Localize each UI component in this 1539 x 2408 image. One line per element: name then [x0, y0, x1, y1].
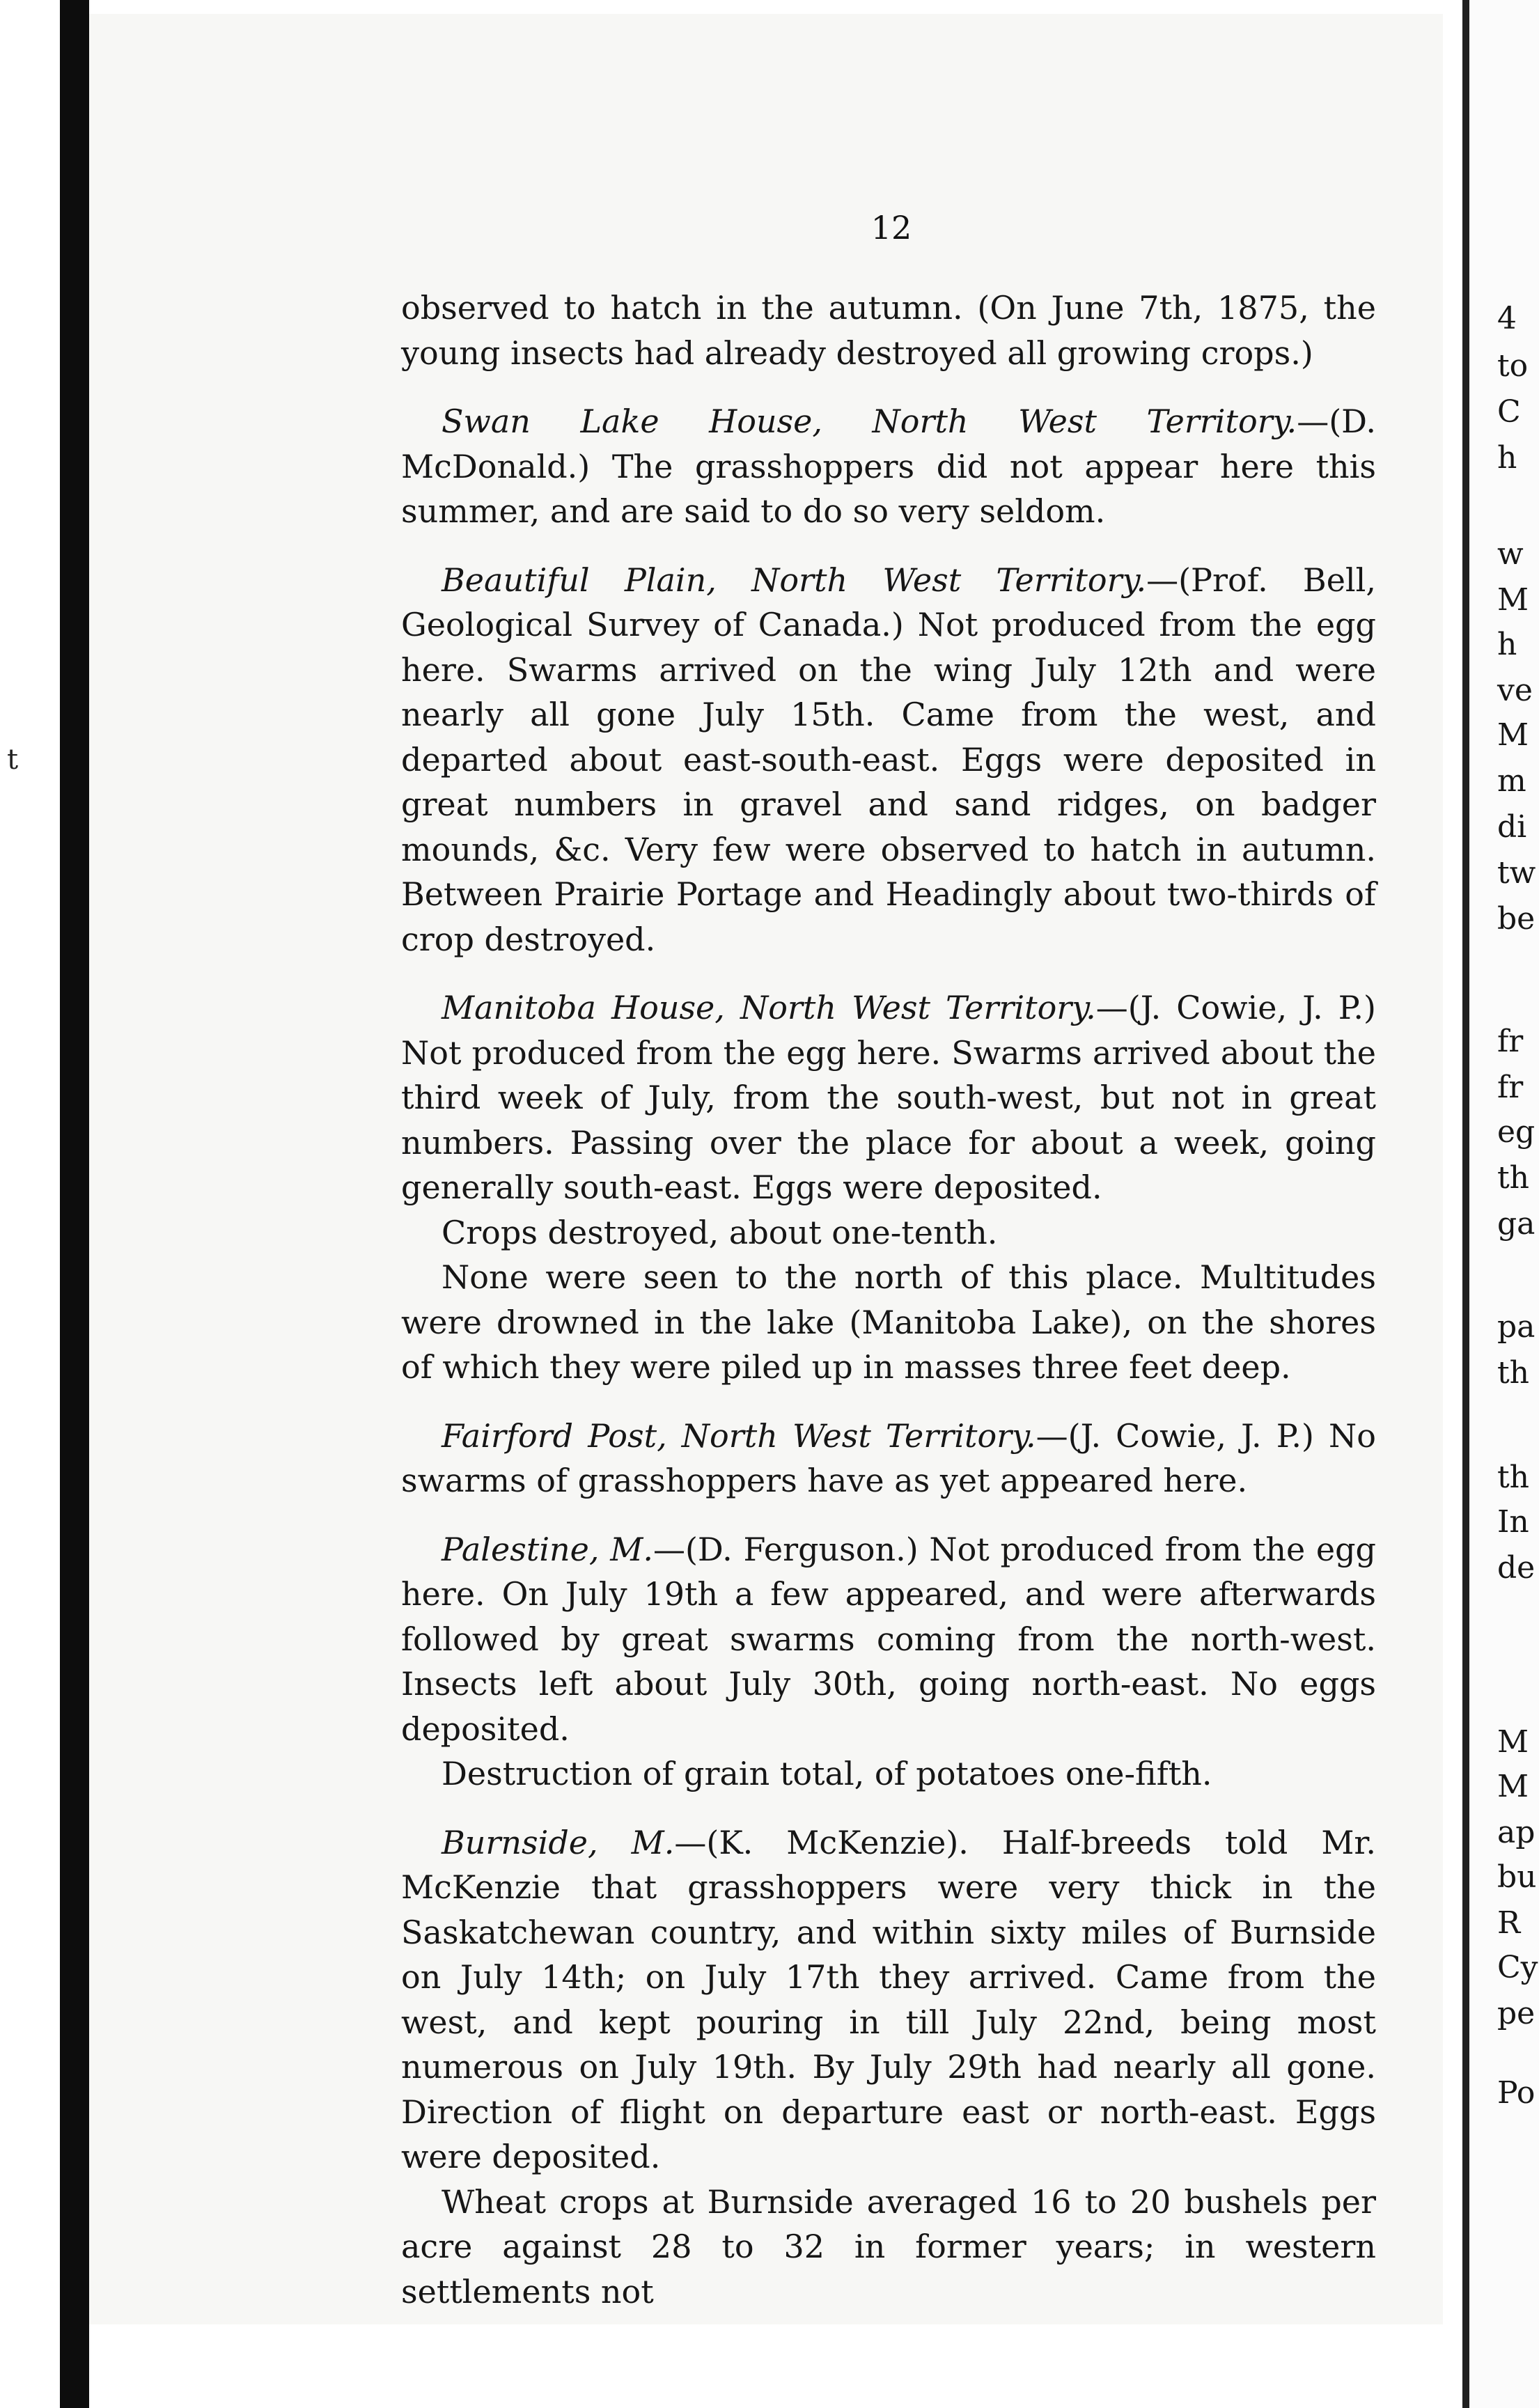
paragraph: [401, 1210, 1376, 1256]
page-gutter: [1443, 0, 1462, 2408]
entry-location: Swan Lake House, North West Territory.: [442, 402, 1297, 440]
facing-line-fragment: fr: [1497, 1024, 1524, 1059]
margin-mark: t: [7, 744, 19, 776]
facing-line-fragment: th: [1497, 1160, 1530, 1196]
facing-line-fragment: di: [1497, 809, 1527, 845]
facing-line-fragment: In: [1497, 1504, 1529, 1540]
report-entry: [401, 1414, 1376, 1503]
facing-line-fragment: M: [1497, 717, 1529, 753]
entry-location: Beautiful Plain, North West Territory.: [442, 561, 1147, 599]
facing-line-fragment: M: [1497, 1769, 1529, 1804]
entry-location: Fairford Post, North West Territory.: [442, 1416, 1036, 1455]
entry-text: —(J. Cowie, J. P.) Not produced from the egg here. Swarms arrived about the third week of July, from the south-west, but not in great numbers. Passing over the place for about a week, going generally south-east. Eggs were deposited.: [401, 989, 1376, 1206]
entry-text: Destruction of grain total, of potatoes one-fifth.: [442, 1755, 1212, 1792]
paragraph: [401, 286, 1376, 375]
facing-line-fragment: M: [1497, 1724, 1529, 1760]
entry-location: Manitoba House, North West Territory.: [442, 989, 1096, 1026]
facing-line-fragment: ap: [1497, 1815, 1536, 1850]
page-number: 12: [870, 209, 912, 247]
entry-text: —(K. McKenzie). Half-breeds told Mr. McKenzie that grasshoppers were very thick in the Saskatchewan country, and within sixty miles of Burnside on July 14th; on July 17th they arrived. Came from the west, and kept pouring in till July 22nd, being most numerous on July 19th. By July 29th had nearly all gone. Direction of flight on departure east or north-east. Eggs were deposited.: [401, 1823, 1376, 2175]
facing-line-fragment: th: [1497, 1355, 1530, 1391]
facing-line-fragment: Po: [1497, 2075, 1536, 2111]
entry-text: None were seen to the north of this place. Multitudes were drowned in the lake (Manitoba Lake), on the shores of which they were piled up in masses three feet deep.: [401, 1258, 1376, 1386]
facing-line-fragment: tw: [1497, 855, 1536, 891]
facing-line-fragment: 4: [1497, 301, 1517, 336]
entry-text: —(D. Ferguson.) Not produced from the egg here. On July 19th a few appeared, and were afterwards followed by great swarms coming from the north-west. Insects left about July 30th, going north-east. No eggs deposited.: [401, 1530, 1376, 1748]
report-entry: [401, 1820, 1376, 2180]
report-entry: [401, 399, 1376, 534]
entry-text: —(Prof. Bell, Geological Survey of Canada.) Not produced from the egg here. Swarms arrived on the wing July 12th and were nearly all gone July 15th. Came from the west, and departed about east-south-east. Eggs were deposited in great numbers in gravel and sand ridges, on badger mounds, &c. Very few were observed to hatch in autumn. Between Prairie Portage and Headingly about two-thirds of crop destroyed.: [401, 561, 1376, 958]
report-entry: [401, 558, 1376, 962]
report-entry: [401, 1527, 1376, 1752]
facing-line-fragment: ve: [1497, 673, 1533, 708]
facing-line-fragment: C: [1497, 394, 1521, 430]
facing-line-fragment: pa: [1497, 1309, 1536, 1345]
page-shadow-left: [60, 0, 89, 2408]
paragraph: [401, 1751, 1376, 1797]
entry-text: —(J. Cowie, J. P.) No swarms of grasshoppers have as yet appeared here.: [401, 1416, 1376, 1499]
facing-line-fragment: ga: [1497, 1206, 1536, 1242]
facing-line-fragment: R: [1497, 1905, 1521, 1941]
facing-line-fragment: h: [1497, 627, 1517, 662]
page-body: [401, 286, 1376, 2314]
paragraph: [401, 2180, 1376, 2315]
paragraph: [401, 1255, 1376, 1390]
facing-line-fragment: h: [1497, 440, 1517, 476]
facing-line-fragment: be: [1497, 901, 1536, 937]
facing-line-fragment: M: [1497, 582, 1529, 618]
report-entry: [401, 985, 1376, 1210]
facing-line-fragment: pe: [1497, 1996, 1536, 2031]
entry-text: Wheat crops at Burnside averaged 16 to 20 bushels per acre against 28 to 32 in former years; in western settlements not: [401, 2182, 1376, 2311]
entry-text: observed to hatch in the autumn. (On June 7th, 1875, the young insects had already destroyed all growing crops.): [401, 289, 1376, 372]
facing-line-fragment: w: [1497, 536, 1524, 572]
facing-line-fragment: fr: [1497, 1070, 1524, 1105]
facing-line-fragment: Cy: [1497, 1950, 1538, 1985]
entry-text: —(D. McDonald.) The grasshoppers did not appear here this summer, and are said to do so very seldom.: [401, 402, 1376, 530]
scan-left-margin: [0, 0, 56, 2408]
facing-line-fragment: de: [1497, 1550, 1536, 1586]
facing-line-fragment: eg: [1497, 1114, 1536, 1150]
entry-location: Burnside, M.: [442, 1823, 675, 1861]
facing-line-fragment: th: [1497, 1460, 1530, 1495]
facing-line-fragment: to: [1497, 348, 1529, 384]
facing-line-fragment: m: [1497, 763, 1526, 799]
facing-line-fragment: bu: [1497, 1859, 1537, 1895]
entry-location: Palestine, M.: [442, 1530, 653, 1568]
entry-text: Crops destroyed, about one-tenth.: [442, 1213, 998, 1251]
